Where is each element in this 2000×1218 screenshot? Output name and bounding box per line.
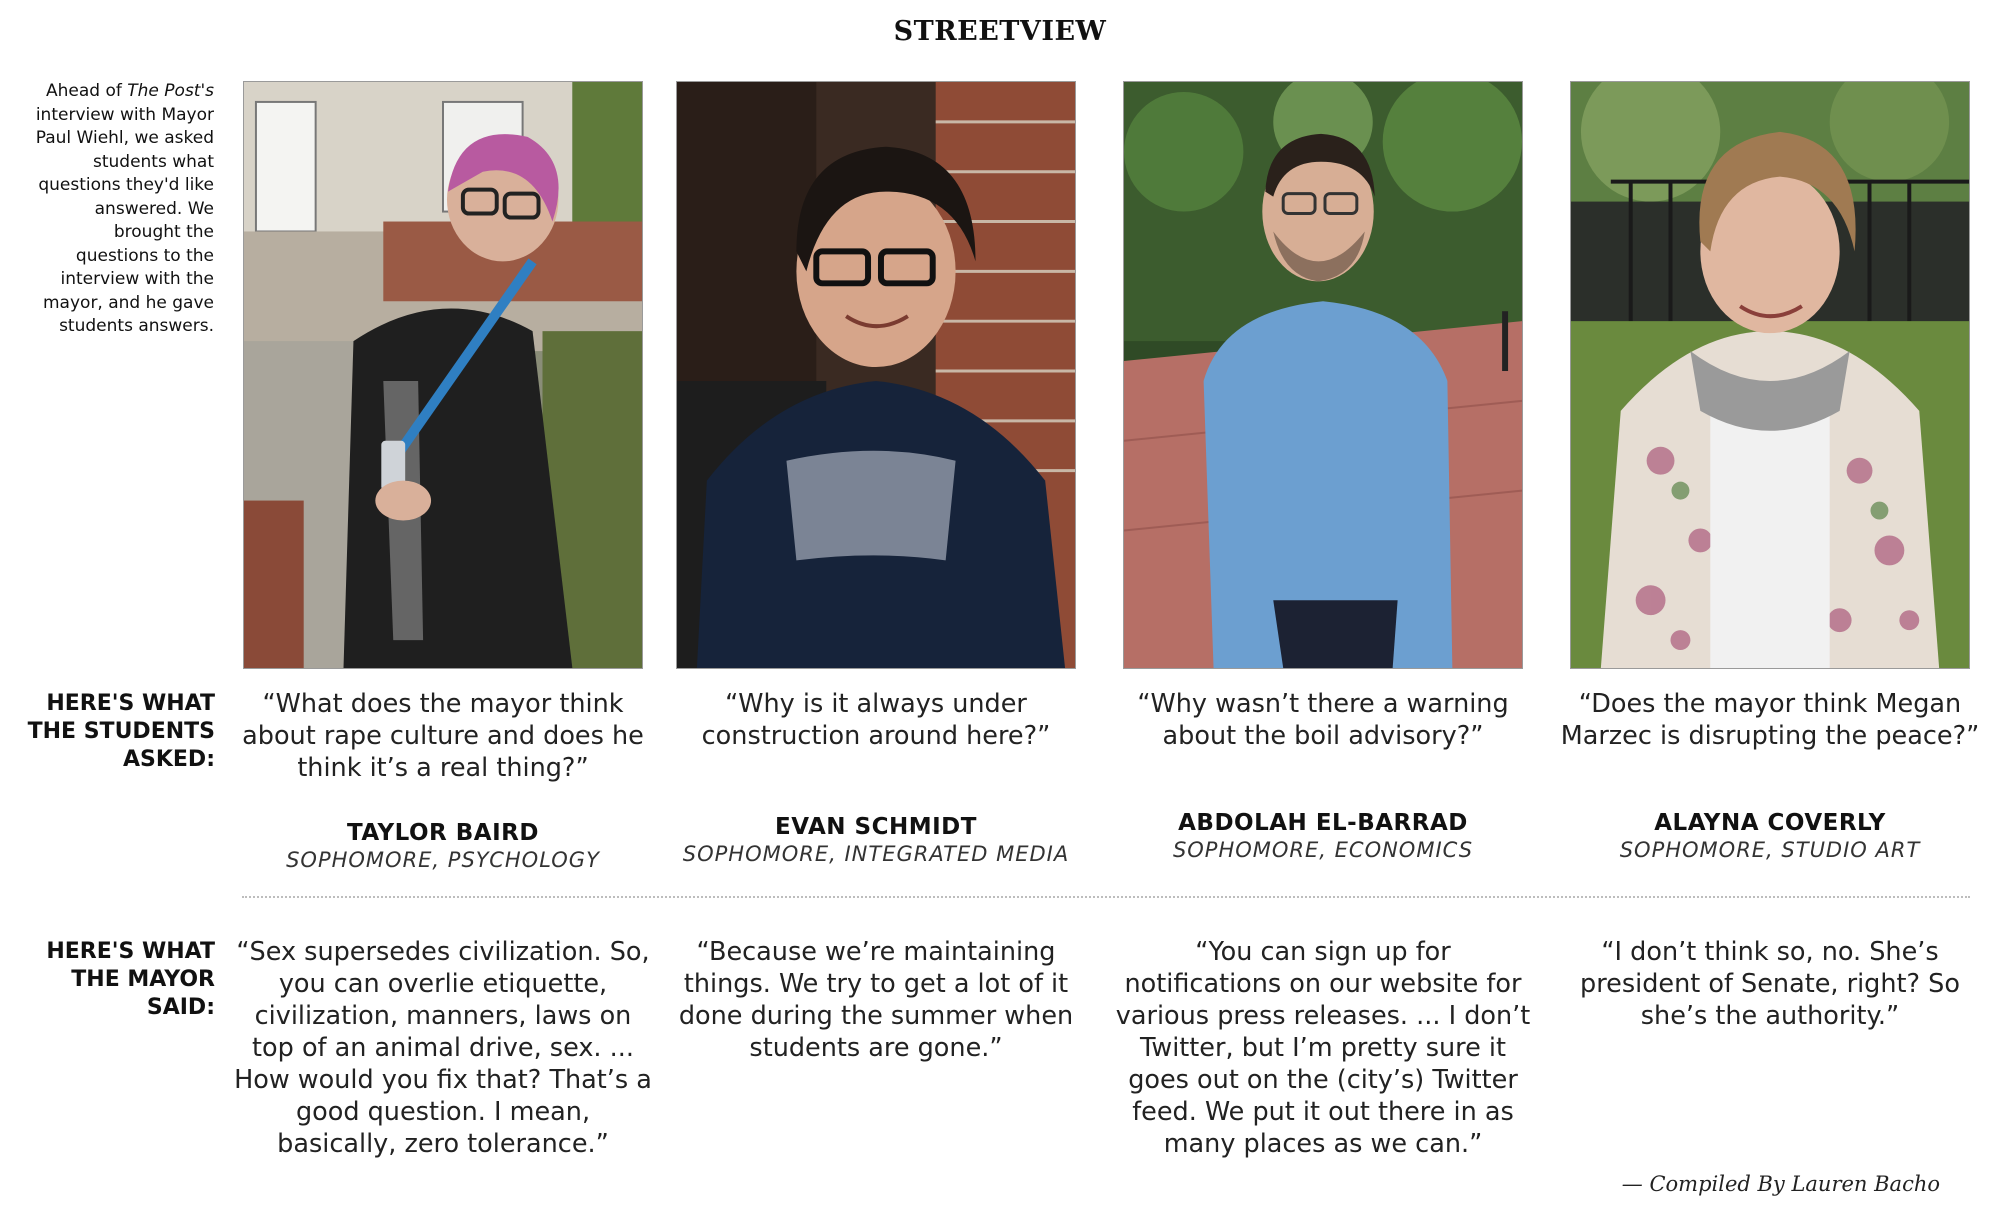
publication-name: The Post's [127,81,214,101]
section-divider [242,896,1970,898]
student-major: SOPHOMORE, STUDIO ART [1619,838,1921,862]
photo-evan-schmidt [676,81,1076,669]
student-major: SOPHOMORE, INTEGRATED MEDIA [682,842,1070,866]
student-question: “Why wasn’t there a warning about the boil advisory?” [1137,689,1509,751]
label-mayor-said: HERE'S WHAT THE MAYOR SAID: [46,939,215,1020]
photo-alayna-coverly [1570,81,1970,669]
intro-text-part2: interview with Mayor Paul Wiehl, we asked students what questions they'd like answered. We brought the questions to the interview with the mayor, and he gave students answers. [35,104,214,336]
mayor-answer: “Sex supersedes civilization. So, you can overlie etiquette, civilization, manners, laws on top of an animal drive, sex. ... How would you fix that? That’s a good question. I mean, basically, zero tolerance.” [234,937,652,1159]
student-name: ABDOLAH EL-BARRAD [1178,810,1468,836]
intro-text-part1: Ahead of [46,81,128,101]
portrait-image [677,82,1075,668]
intro-blurb [28,80,214,339]
student-question: “Why is it always under construction around here?” [701,689,1051,751]
photo-taylor-baird [243,81,643,669]
label-students-asked: HERE'S WHAT THE STUDENTS ASKED: [27,691,215,772]
compiled-by-credit: — Compiled By Lauren Bacho [1621,1172,1940,1196]
student-name: ALAYNA COVERLY [1654,810,1886,836]
photo-abdolah-el-barrad [1123,81,1523,669]
portrait-image [244,82,642,668]
page-title: STREETVIEW [893,16,1107,47]
student-name: TAYLOR BAIRD [347,820,539,846]
student-question: “What does the mayor think about rape culture and does he think it’s a real thing?” [242,689,644,783]
mayor-answer: “Because we’re maintaining things. We try to get a lot of it done during the summer when students are gone.” [678,937,1074,1063]
student-major: SOPHOMORE, ECONOMICS [1172,838,1474,862]
mayor-answer: “I don’t think so, no. She’s president of Senate, right? So she’s the authority.” [1580,937,1960,1031]
mayor-answer: “You can sign up for notifications on our website for various press releases. ... I don’t Twitter, but I’m pretty sure it goes out on the (city’s) Twitter feed. We put it out there in as many places as we can.” [1115,937,1531,1159]
student-name: EVAN SCHMIDT [775,814,977,840]
portrait-image [1124,82,1522,668]
student-major: SOPHOMORE, PSYCHOLOGY [286,848,600,872]
portrait-image [1571,82,1969,668]
student-question: “Does the mayor think Megan Marzec is disrupting the peace?” [1560,689,1980,751]
